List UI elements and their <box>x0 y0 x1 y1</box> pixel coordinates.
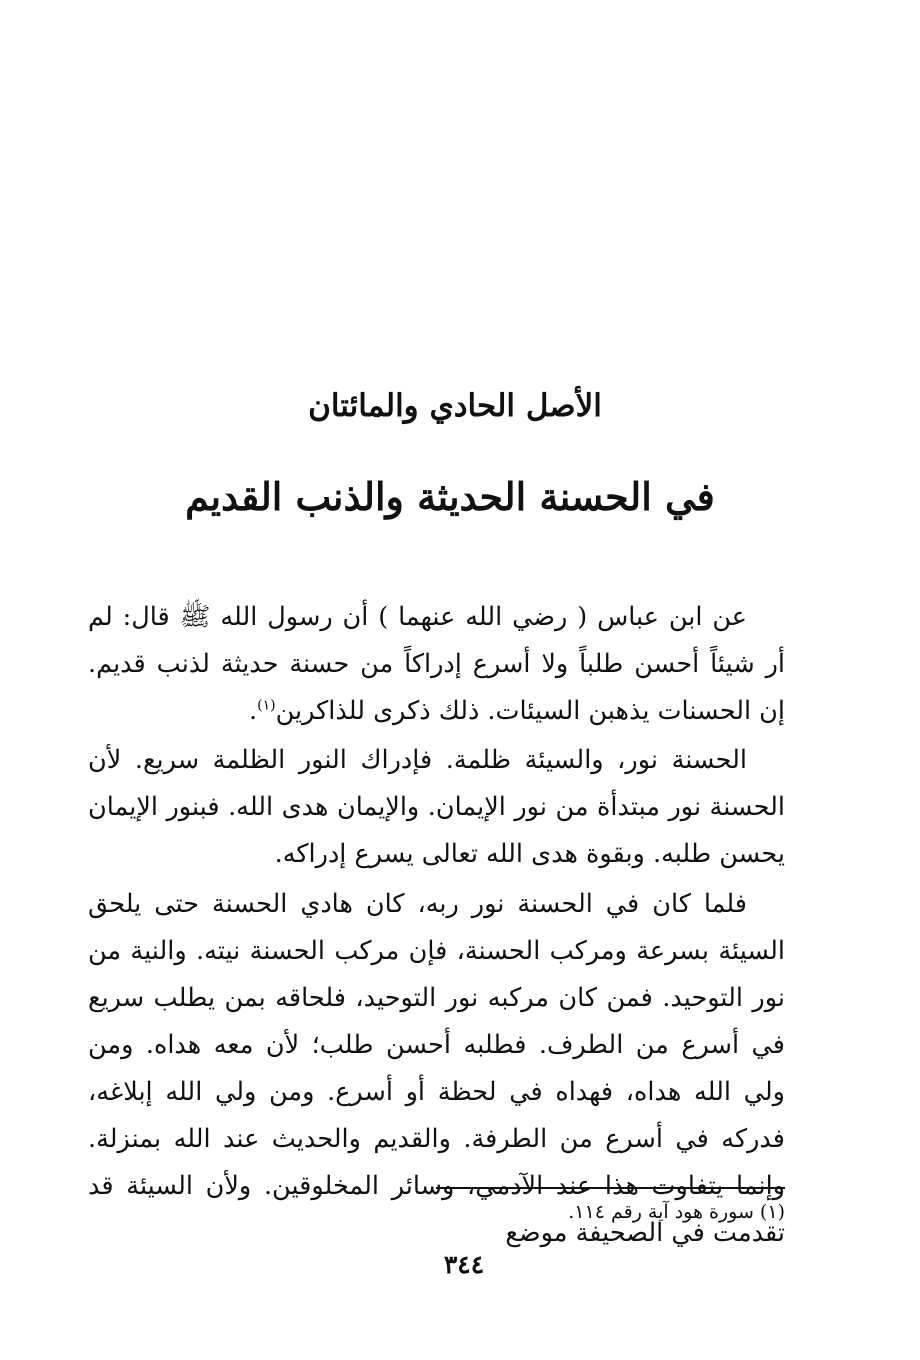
footnote: (١) سورة هود آية رقم ١١٤. <box>568 1201 785 1223</box>
footnote-reference: (١) <box>257 697 276 713</box>
footnote-divider <box>436 1187 785 1189</box>
paragraph-1-end: . <box>248 695 258 726</box>
paragraph-2: الحسنة نور، والسيئة ظلمة. فإدراك النور الظلمة سريع. لأن الحسنة نور مبتدأة من نور الإيمان. والإيمان هدى الله. فبنور الإيمان يحسن طلبه. وبقوة هدى الله تعالى يسرع إدراكه. <box>88 744 785 869</box>
chapter-subtitle: في الحسنة الحديثة والذنب القديم <box>185 474 715 519</box>
paragraph-1-text: عن ابن عباس ( رضي الله عنهما ) أن رسول الله ﷺ قال: لم أر شيئاً أحسن طلباً ولا أسرع إدراكاً من حسنة حديثة لذنب قديم. إن الحسنات يذهبن السيئات. ذلك ذكرى للذاكرين <box>88 601 785 726</box>
paragraph-3: فلما كان في الحسنة نور ربه، كان هادي الحسنة حتى يلحق السيئة بسرعة ومركب الحسنة، فإن مركب الحسنة نيته. والنية من نور التوحيد. فمن كان مركبه نور التوحيد، فلحاقه بمن يطلب سريع في أسرع من الطرف. فطلبه أحسن طلب؛ لأن معه هداه. ومن ولي الله هداه، فهداه في لحظة أو أسرع. ومن ولي الله إبلاغه، فدركه في أسرع من الطرفة. والقديم والحديث عند الله بمنزلة. وإنما يتفاوت هذا عند الآدمي، وسائر المخلوقين. ولأن السيئة قد تقدمت في الصحيفة موضع <box>88 888 785 1248</box>
page-number: ٣٤٤ <box>443 1250 485 1279</box>
paragraph-1 <box>88 594 785 735</box>
chapter-title: الأصل الحادي والمائتان <box>308 388 602 424</box>
